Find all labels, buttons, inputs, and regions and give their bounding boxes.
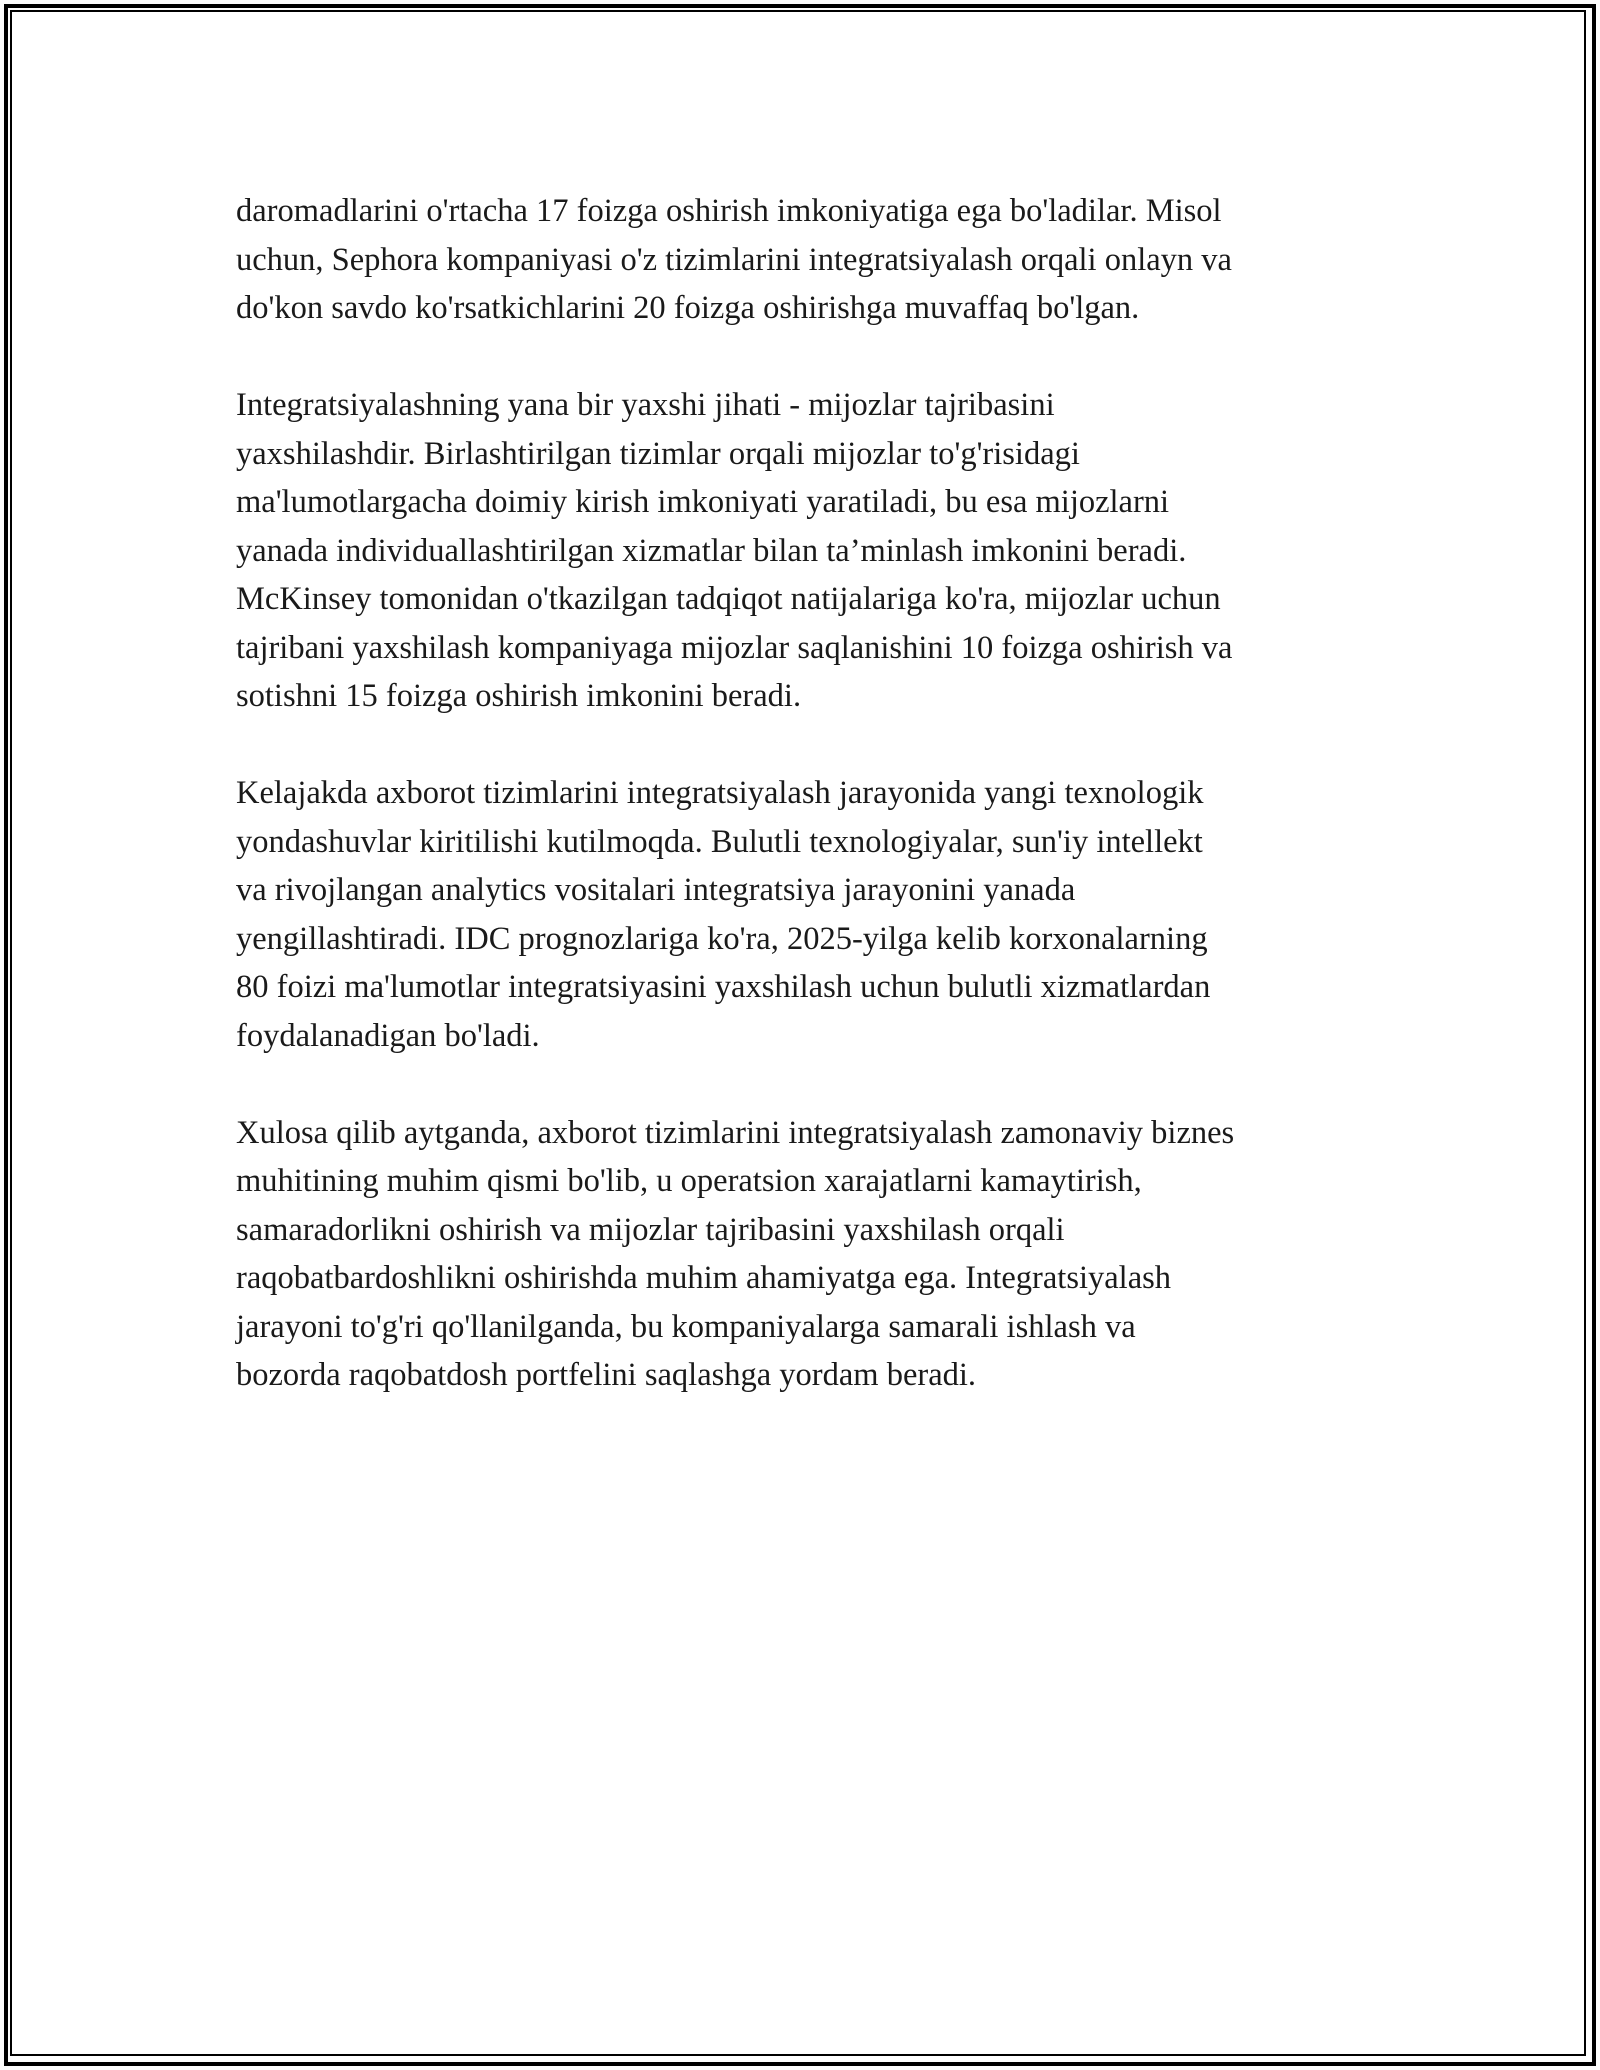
text-line: daromadlarini o'rtacha 17 foizga oshirish imkoniyatiga ega bo'ladilar. Misol [236,193,1222,229]
text-line: yaxshilashdir. Birlashtirilgan tizimlar orqali mijozlar to'g'risidagi [236,435,1080,472]
text-line: Kelajakda axborot tizimlarini integratsiyalash jarayonida yangi texnologik [236,775,1204,811]
text-line: bozorda raqobatdosh portfelini saqlashga yordam beradi. [236,1357,977,1393]
document-body [236,187,1366,1400]
text-line: yondashuvlar kiritilishi kutilmoqda. Bulutli texnologiyalar, sun'iy intellekt [236,823,1203,860]
text-line: samaradorlikni oshirish va mijozlar tajribasini yaxshilash orqali [236,1211,1065,1248]
paragraph-1 [236,187,1366,333]
paragraph-2 [236,381,1366,721]
text-line: foydalanadigan bo'ladi. [236,1017,540,1054]
text-line: Integratsiyalashning yana bir yaxshi jihati - mijozlar tajribasini [236,387,1055,423]
text-line: tajribani yaxshilash kompaniyaga mijozlar saqlanishini 10 foizga oshirish va [236,629,1233,666]
text-line: McKinsey tomonidan o'tkazilgan tadqiqot natijalariga ko'ra, mijozlar uchun [236,581,1221,617]
text-line: ma'lumotlargacha doimiy kirish imkoniyati yaratiladi, bu esa mijozlarni [236,484,1170,520]
text-line: raqobatbardoshlikni oshirishda muhim ahamiyatga ega. Integratsiyalash [236,1260,1172,1296]
text-line: uchun, Sephora kompaniyasi o'z tizimlarini integratsiyalash orqali onlayn va [236,241,1232,278]
paragraph-4 [236,1109,1366,1400]
paragraph-3 [236,769,1366,1060]
text-line: yanada individuallashtirilgan xizmatlar bilan ta’minlash imkonini beradi. [236,532,1187,569]
text-line: yengillashtiradi. IDC prognozlariga ko'ra, 2025-yilga kelib korxonalarning [236,920,1208,957]
text-line: do'kon savdo ko'rsatkichlarini 20 foizga oshirishga muvaffaq bo'lgan. [236,290,1140,326]
text-line: 80 foizi ma'lumotlar integratsiyasini yaxshilash uchun bulutli xizmatlardan [236,969,1211,1005]
text-line: muhitining muhim qismi bo'lib, u operatsion xarajatlarni kamaytirish, [236,1163,1142,1199]
text-line: sotishni 15 foizga oshirish imkonini beradi. [236,678,802,714]
text-line: jarayoni to'g'ri qo'llanilganda, bu kompaniyalarga samarali ishlash va [236,1308,1136,1345]
text-line: Xulosa qilib aytganda, axborot tizimlarini integratsiyalash zamonaviy biznes [236,1114,1235,1151]
text-line: va rivojlangan analytics vositalari integratsiya jarayonini yanada [236,872,1076,908]
